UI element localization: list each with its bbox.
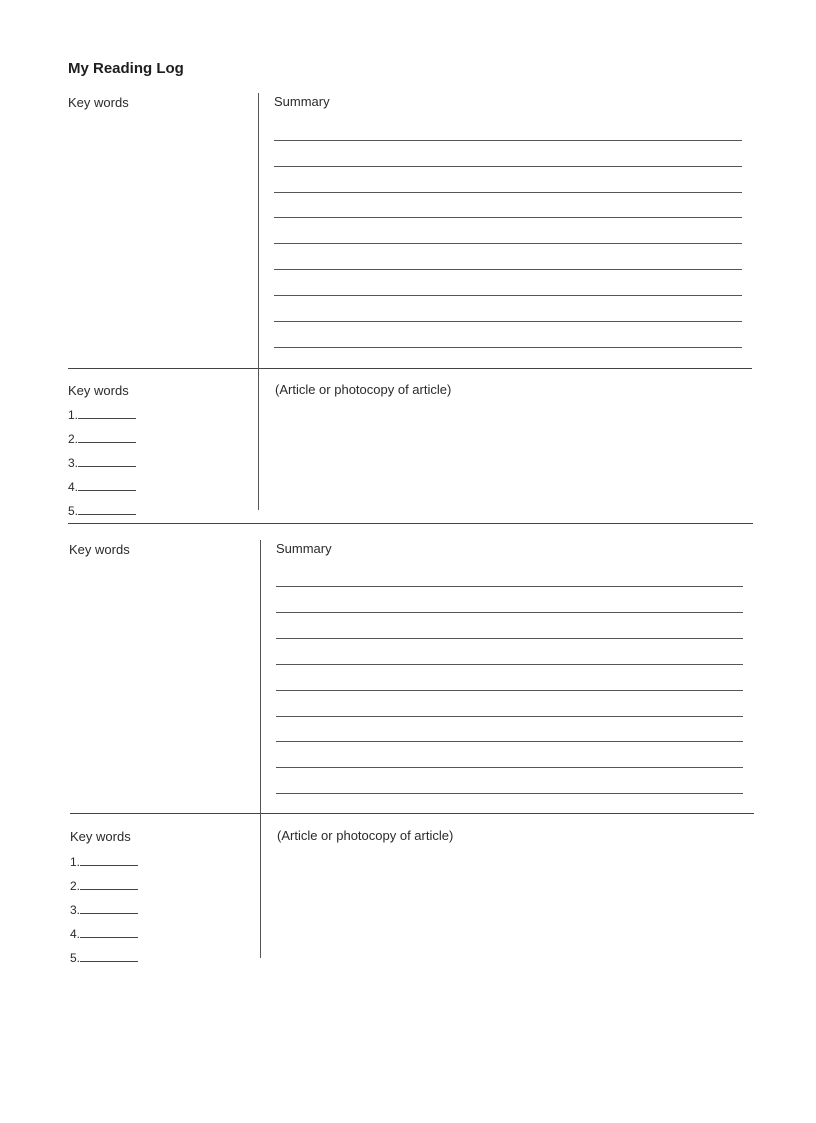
column-divider	[258, 368, 259, 510]
summary-writing-line[interactable]	[274, 269, 742, 270]
key-words-heading: Key words	[69, 542, 130, 557]
summary-writing-line[interactable]	[276, 612, 743, 613]
section-divider	[68, 368, 752, 369]
section-divider	[68, 523, 753, 524]
key-word-entry[interactable]: 2.	[68, 430, 136, 446]
column-divider	[260, 540, 261, 813]
summary-heading: Summary	[276, 541, 332, 556]
key-word-entry[interactable]: 1.	[70, 853, 138, 869]
summary-writing-line[interactable]	[274, 217, 742, 218]
page-title: My Reading Log	[68, 60, 184, 77]
key-word-entry[interactable]: 5.	[70, 949, 138, 965]
section-divider	[70, 813, 754, 814]
summary-writing-line[interactable]	[276, 664, 743, 665]
article-heading: (Article or photocopy of article)	[277, 828, 454, 843]
summary-writing-line[interactable]	[274, 243, 742, 244]
key-word-entry[interactable]: 3.	[68, 454, 136, 470]
summary-writing-line[interactable]	[276, 638, 743, 639]
key-words-heading: Key words	[68, 383, 129, 398]
summary-writing-line[interactable]	[276, 793, 743, 794]
summary-writing-line[interactable]	[276, 767, 743, 768]
summary-writing-line[interactable]	[274, 192, 742, 193]
summary-writing-line[interactable]	[274, 166, 742, 167]
summary-writing-line[interactable]	[276, 741, 743, 742]
summary-writing-line[interactable]	[274, 321, 742, 322]
summary-writing-line[interactable]	[276, 690, 743, 691]
summary-writing-line[interactable]	[276, 716, 743, 717]
summary-writing-line[interactable]	[274, 140, 742, 141]
key-word-entry[interactable]: 1.	[68, 406, 136, 422]
key-word-entry[interactable]: 4.	[70, 925, 138, 941]
summary-writing-line[interactable]	[274, 295, 742, 296]
key-words-heading: Key words	[68, 95, 129, 110]
column-divider	[258, 93, 259, 368]
key-words-heading: Key words	[70, 829, 131, 844]
key-word-entry[interactable]: 4.	[68, 478, 136, 494]
summary-writing-line[interactable]	[274, 347, 742, 348]
summary-writing-line[interactable]	[276, 586, 743, 587]
key-word-entry[interactable]: 2.	[70, 877, 138, 893]
key-word-entry[interactable]: 3.	[70, 901, 138, 917]
article-heading: (Article or photocopy of article)	[275, 382, 452, 397]
key-word-entry[interactable]: 5.	[68, 502, 136, 518]
summary-heading: Summary	[274, 94, 330, 109]
column-divider	[260, 813, 261, 958]
